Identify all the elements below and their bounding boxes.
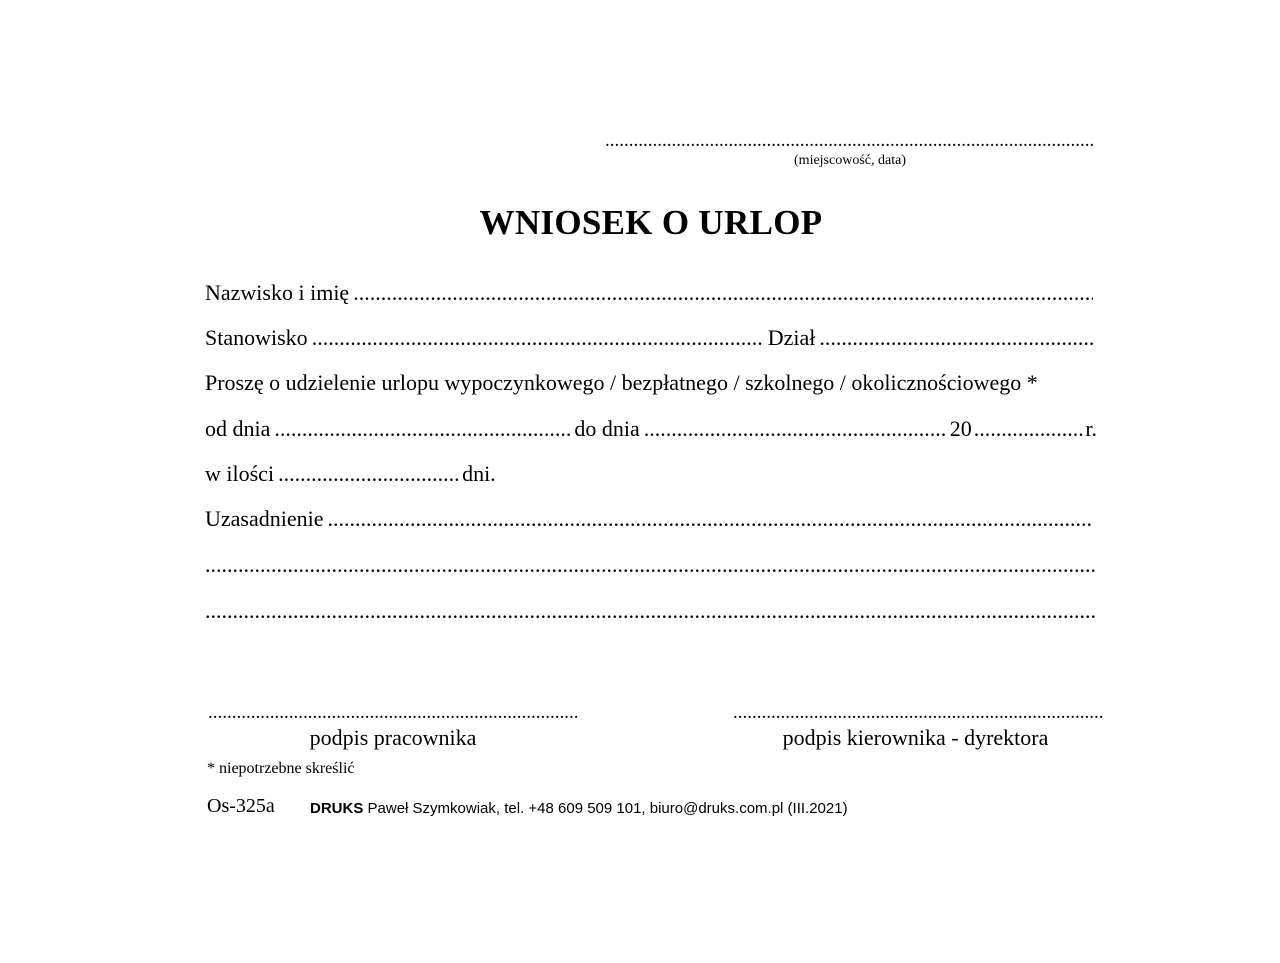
to-label: do dnia: [574, 416, 640, 441]
days-field-line[interactable]: [278, 461, 458, 487]
amount-label: w ilości: [205, 461, 275, 486]
days-row: [205, 461, 1097, 489]
year-field-line[interactable]: [974, 416, 1084, 442]
employee-signature-caption: podpis pracownika: [309, 725, 477, 750]
name-field-line[interactable]: [353, 280, 1093, 306]
position-row: [205, 325, 1097, 353]
justification-extra-row: [205, 552, 1097, 580]
position-field-line[interactable]: [312, 325, 764, 351]
justification-extra-row: [205, 598, 1097, 626]
dates-row: [205, 416, 1097, 444]
page-title: WNIOSEK O URLOP: [479, 203, 823, 242]
justification-extra-line-2[interactable]: [205, 598, 1097, 624]
to-date-field-line[interactable]: [644, 416, 946, 442]
footnote: * niepotrzebne skreślić: [207, 760, 355, 777]
justification-row: [205, 506, 1097, 534]
name-label: Nazwisko i imię: [205, 280, 350, 305]
justification-extra-line-1[interactable]: [205, 552, 1097, 578]
place-date-caption: (miejscowość, data): [794, 153, 906, 168]
manager-signature-caption: podpis kierownika - dyrektora: [782, 725, 1049, 750]
request-row: [205, 370, 1097, 398]
publisher-brand: DRUKS: [310, 800, 364, 817]
place-date-line: [605, 130, 1095, 152]
name-row: [205, 280, 1097, 308]
justification-label: Uzasadnienie: [205, 506, 324, 531]
department-field-line[interactable]: [819, 325, 1093, 351]
employee-signature-line[interactable]: [208, 702, 578, 724]
leave-type-text: Proszę o udzielenie urlopu wypoczynkowego / bezpłatnego / szkolnego / okolicznościowego *: [205, 370, 1038, 395]
year-suffix: r.: [1085, 416, 1097, 441]
publisher-details: Paweł Szymkowiak, tel. +48 609 509 101, biuro@druks.com.pl (III.2021): [367, 800, 848, 817]
manager-signature-line[interactable]: [733, 702, 1103, 724]
from-label: od dnia: [205, 416, 271, 441]
position-label: Stanowisko: [205, 325, 308, 350]
department-label: Dział: [767, 325, 816, 350]
from-date-field-line[interactable]: [274, 416, 570, 442]
form-code: Os-325a: [207, 795, 275, 817]
year-prefix: 20: [949, 416, 972, 441]
justification-field-line[interactable]: [328, 506, 1094, 532]
publisher-info: [310, 800, 848, 817]
days-label: dni.: [462, 461, 496, 486]
